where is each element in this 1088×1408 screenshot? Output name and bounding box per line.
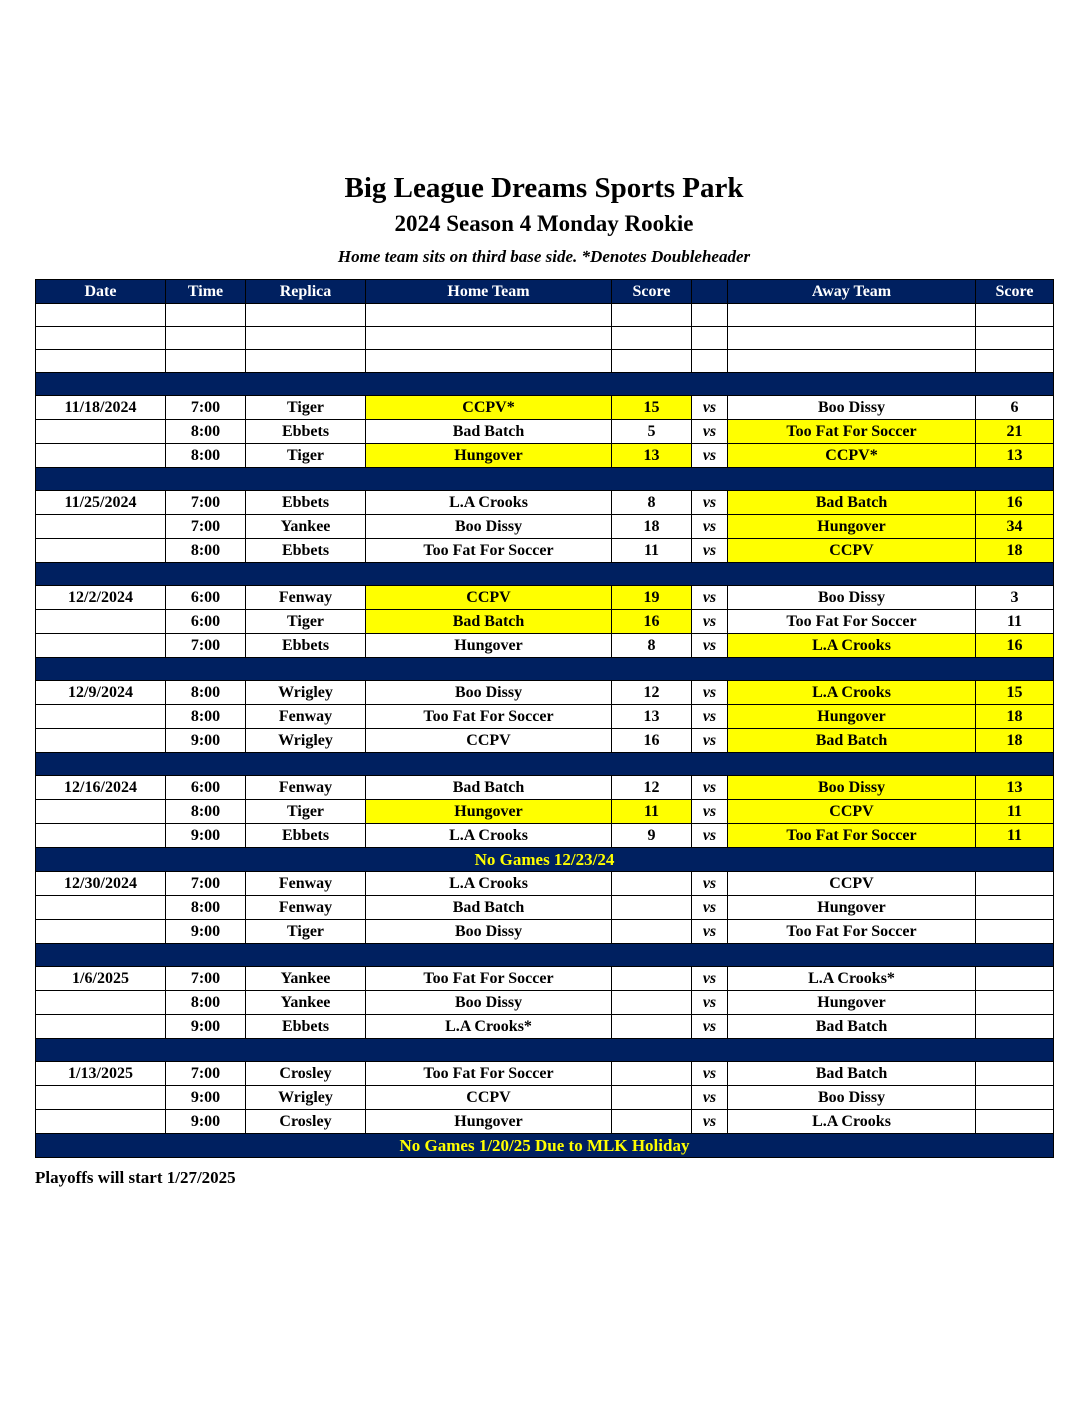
- date-cell: 12/9/2024: [36, 680, 166, 704]
- home-score-cell: 11: [612, 538, 692, 562]
- home-team-cell: Hungover: [366, 799, 612, 823]
- away-team-cell: Boo Dissy: [728, 395, 976, 419]
- home-score-cell: 8: [612, 490, 692, 514]
- date-cell: [36, 704, 166, 728]
- game-row: [36, 919, 1054, 943]
- away-team-cell: Too Fat For Soccer: [728, 419, 976, 443]
- away-team-cell: Hungover: [728, 895, 976, 919]
- vs-cell: vs: [692, 919, 728, 943]
- home-team-cell: [366, 303, 612, 326]
- separator-row: [36, 467, 1054, 490]
- home-team-cell: Boo Dissy: [366, 919, 612, 943]
- time-cell: 8:00: [166, 538, 246, 562]
- away-score-cell: 34: [976, 514, 1054, 538]
- vs-cell: vs: [692, 1085, 728, 1109]
- home-score-cell: [612, 1014, 692, 1038]
- time-cell: 8:00: [166, 680, 246, 704]
- home-score-cell: 8: [612, 633, 692, 657]
- away-team-cell: CCPV: [728, 871, 976, 895]
- home-team-cell: Hungover: [366, 1109, 612, 1133]
- vs-cell: vs: [692, 1061, 728, 1085]
- away-score-cell: 3: [976, 585, 1054, 609]
- home-score-cell: 18: [612, 514, 692, 538]
- time-cell: 9:00: [166, 1014, 246, 1038]
- home-team-cell: L.A Crooks: [366, 490, 612, 514]
- away-score-cell: 18: [976, 704, 1054, 728]
- vs-cell: vs: [692, 871, 728, 895]
- home-score-cell: [612, 966, 692, 990]
- home-team-cell: Boo Dissy: [366, 990, 612, 1014]
- away-team-cell: Hungover: [728, 514, 976, 538]
- time-cell: 7:00: [166, 490, 246, 514]
- date-cell: [36, 609, 166, 633]
- game-row: [36, 633, 1054, 657]
- away-score-cell: 13: [976, 775, 1054, 799]
- game-row: [36, 1109, 1054, 1133]
- replica-cell: Wrigley: [246, 728, 366, 752]
- home-score-cell: 12: [612, 775, 692, 799]
- no-games-row: [36, 847, 1054, 871]
- date-cell: 1/13/2025: [36, 1061, 166, 1085]
- date-cell: 1/6/2025: [36, 966, 166, 990]
- home-team-cell: CCPV: [366, 1085, 612, 1109]
- header-date: Date: [36, 279, 166, 303]
- home-team-cell: [366, 326, 612, 349]
- away-score-cell: 11: [976, 799, 1054, 823]
- home-team-note: Home team sits on third base side. *Denotes Doubleheader: [337, 246, 751, 266]
- replica-cell: Yankee: [246, 966, 366, 990]
- away-score-cell: [976, 871, 1054, 895]
- home-team-cell: Too Fat For Soccer: [366, 966, 612, 990]
- header-home-team: Home Team: [366, 279, 612, 303]
- away-team-cell: Bad Batch: [728, 1061, 976, 1085]
- time-cell: 8:00: [166, 799, 246, 823]
- vs-cell: vs: [692, 1014, 728, 1038]
- replica-cell: [246, 349, 366, 372]
- date-cell: [36, 1085, 166, 1109]
- date-cell: [36, 303, 166, 326]
- date-cell: [36, 514, 166, 538]
- time-cell: 9:00: [166, 823, 246, 847]
- date-cell: 11/25/2024: [36, 490, 166, 514]
- home-score-cell: [612, 349, 692, 372]
- vs-cell: vs: [692, 585, 728, 609]
- separator-cell: [36, 752, 1054, 775]
- home-team-cell: Too Fat For Soccer: [366, 1061, 612, 1085]
- home-team-cell: L.A Crooks: [366, 871, 612, 895]
- home-team-cell: Hungover: [366, 443, 612, 467]
- time-cell: [166, 303, 246, 326]
- schedule-body: [36, 303, 1054, 1157]
- home-score-cell: 13: [612, 704, 692, 728]
- vs-cell: vs: [692, 966, 728, 990]
- away-team-cell: Too Fat For Soccer: [728, 609, 976, 633]
- date-cell: [36, 990, 166, 1014]
- away-score-cell: [976, 895, 1054, 919]
- separator-cell: [36, 1038, 1054, 1061]
- away-score-cell: [976, 1085, 1054, 1109]
- away-score-cell: 11: [976, 609, 1054, 633]
- no-games-row: [36, 1133, 1054, 1157]
- header-away-team: Away Team: [728, 279, 976, 303]
- away-score-cell: 6: [976, 395, 1054, 419]
- away-score-cell: [976, 303, 1054, 326]
- home-team-cell: L.A Crooks*: [366, 1014, 612, 1038]
- away-team-cell: Hungover: [728, 990, 976, 1014]
- separator-row: [36, 562, 1054, 585]
- separator-row: [36, 1038, 1054, 1061]
- game-row: [36, 823, 1054, 847]
- away-team-cell: [728, 303, 976, 326]
- separator-cell: [36, 562, 1054, 585]
- date-cell: [36, 419, 166, 443]
- no-games-text: No Games 12/23/24: [36, 847, 1054, 871]
- vs-cell: vs: [692, 609, 728, 633]
- home-score-cell: [612, 1085, 692, 1109]
- away-team-cell: Too Fat For Soccer: [728, 823, 976, 847]
- replica-cell: Fenway: [246, 895, 366, 919]
- home-score-cell: 13: [612, 443, 692, 467]
- time-cell: 8:00: [166, 443, 246, 467]
- vs-cell: vs: [692, 490, 728, 514]
- date-cell: [36, 823, 166, 847]
- time-cell: 9:00: [166, 1085, 246, 1109]
- replica-cell: Tiger: [246, 799, 366, 823]
- time-cell: [166, 349, 246, 372]
- date-cell: [36, 799, 166, 823]
- header-home-score: Score: [612, 279, 692, 303]
- header-away-score: Score: [976, 279, 1054, 303]
- away-team-cell: Too Fat For Soccer: [728, 919, 976, 943]
- home-team-cell: Bad Batch: [366, 419, 612, 443]
- home-score-cell: [612, 1061, 692, 1085]
- date-cell: [36, 895, 166, 919]
- replica-cell: Wrigley: [246, 1085, 366, 1109]
- game-row: [36, 514, 1054, 538]
- game-row: [36, 799, 1054, 823]
- replica-cell: Wrigley: [246, 680, 366, 704]
- game-row: [36, 490, 1054, 514]
- away-team-cell: L.A Crooks: [728, 680, 976, 704]
- home-score-cell: 11: [612, 799, 692, 823]
- time-cell: 8:00: [166, 895, 246, 919]
- time-cell: [166, 326, 246, 349]
- away-score-cell: [976, 349, 1054, 372]
- time-cell: 7:00: [166, 966, 246, 990]
- vs-cell: vs: [692, 514, 728, 538]
- blank-row: [36, 326, 1054, 349]
- separator-row: [36, 372, 1054, 395]
- away-score-cell: 18: [976, 728, 1054, 752]
- time-cell: 9:00: [166, 728, 246, 752]
- home-score-cell: [612, 303, 692, 326]
- home-score-cell: 5: [612, 419, 692, 443]
- away-score-cell: 16: [976, 490, 1054, 514]
- home-team-cell: Boo Dissy: [366, 680, 612, 704]
- away-team-cell: CCPV*: [728, 443, 976, 467]
- game-row: [36, 871, 1054, 895]
- replica-cell: Crosley: [246, 1109, 366, 1133]
- replica-cell: [246, 326, 366, 349]
- date-cell: [36, 443, 166, 467]
- away-score-cell: 11: [976, 823, 1054, 847]
- away-score-cell: [976, 990, 1054, 1014]
- replica-cell: Fenway: [246, 871, 366, 895]
- time-cell: 7:00: [166, 871, 246, 895]
- replica-cell: Fenway: [246, 704, 366, 728]
- vs-cell: vs: [692, 990, 728, 1014]
- home-team-cell: CCPV: [366, 728, 612, 752]
- away-team-cell: CCPV: [728, 799, 976, 823]
- date-cell: [36, 349, 166, 372]
- separator-row: [36, 943, 1054, 966]
- game-row: [36, 395, 1054, 419]
- separator-cell: [36, 943, 1054, 966]
- vs-cell: [692, 303, 728, 326]
- vs-cell: vs: [692, 538, 728, 562]
- game-row: [36, 1014, 1054, 1038]
- time-cell: 7:00: [166, 514, 246, 538]
- game-row: [36, 538, 1054, 562]
- date-cell: [36, 633, 166, 657]
- vs-cell: vs: [692, 443, 728, 467]
- table-header-row: [36, 279, 1054, 303]
- home-score-cell: 15: [612, 395, 692, 419]
- header-replica: Replica: [246, 279, 366, 303]
- separator-cell: [36, 467, 1054, 490]
- replica-cell: Crosley: [246, 1061, 366, 1085]
- replica-cell: Ebbets: [246, 1014, 366, 1038]
- home-score-cell: [612, 871, 692, 895]
- time-cell: 8:00: [166, 704, 246, 728]
- away-team-cell: Bad Batch: [728, 728, 976, 752]
- home-score-cell: 12: [612, 680, 692, 704]
- game-row: [36, 990, 1054, 1014]
- date-cell: 12/2/2024: [36, 585, 166, 609]
- replica-cell: Tiger: [246, 395, 366, 419]
- date-cell: [36, 728, 166, 752]
- time-cell: 6:00: [166, 775, 246, 799]
- game-row: [36, 728, 1054, 752]
- home-score-cell: [612, 990, 692, 1014]
- away-team-cell: [728, 326, 976, 349]
- date-cell: [36, 538, 166, 562]
- separator-row: [36, 657, 1054, 680]
- away-team-cell: [728, 349, 976, 372]
- vs-cell: vs: [692, 895, 728, 919]
- game-row: [36, 419, 1054, 443]
- away-team-cell: Bad Batch: [728, 490, 976, 514]
- home-score-cell: 19: [612, 585, 692, 609]
- time-cell: 8:00: [166, 419, 246, 443]
- away-score-cell: [976, 919, 1054, 943]
- away-team-cell: L.A Crooks: [728, 1109, 976, 1133]
- away-score-cell: 15: [976, 680, 1054, 704]
- game-row: [36, 443, 1054, 467]
- date-cell: [36, 919, 166, 943]
- blank-row: [36, 349, 1054, 372]
- away-team-cell: Bad Batch: [728, 1014, 976, 1038]
- home-team-cell: Boo Dissy: [366, 514, 612, 538]
- time-cell: 9:00: [166, 919, 246, 943]
- replica-cell: Ebbets: [246, 419, 366, 443]
- home-team-cell: CCPV*: [366, 395, 612, 419]
- away-score-cell: 21: [976, 419, 1054, 443]
- game-row: [36, 966, 1054, 990]
- vs-cell: vs: [692, 419, 728, 443]
- replica-cell: Yankee: [246, 514, 366, 538]
- away-score-cell: 16: [976, 633, 1054, 657]
- time-cell: 9:00: [166, 1109, 246, 1133]
- away-score-cell: 13: [976, 443, 1054, 467]
- date-cell: [36, 1014, 166, 1038]
- vs-cell: vs: [692, 1109, 728, 1133]
- home-score-cell: [612, 326, 692, 349]
- replica-cell: Ebbets: [246, 633, 366, 657]
- replica-cell: [246, 303, 366, 326]
- home-team-cell: Too Fat For Soccer: [366, 538, 612, 562]
- home-team-cell: Hungover: [366, 633, 612, 657]
- header-time: Time: [166, 279, 246, 303]
- page-subtitle: 2024 Season 4 Monday Rookie: [394, 211, 694, 237]
- away-team-cell: Boo Dissy: [728, 775, 976, 799]
- blank-row: [36, 303, 1054, 326]
- away-score-cell: 18: [976, 538, 1054, 562]
- time-cell: 8:00: [166, 990, 246, 1014]
- away-team-cell: L.A Crooks: [728, 633, 976, 657]
- away-score-cell: [976, 326, 1054, 349]
- time-cell: 7:00: [166, 633, 246, 657]
- away-team-cell: L.A Crooks*: [728, 966, 976, 990]
- header-vs-spacer: [692, 279, 728, 303]
- separator-row: [36, 752, 1054, 775]
- playoffs-note: Playoffs will start 1/27/2025: [35, 1167, 236, 1187]
- replica-cell: Tiger: [246, 609, 366, 633]
- vs-cell: vs: [692, 823, 728, 847]
- date-cell: [36, 1109, 166, 1133]
- time-cell: 6:00: [166, 585, 246, 609]
- replica-cell: Tiger: [246, 443, 366, 467]
- replica-cell: Fenway: [246, 775, 366, 799]
- home-team-cell: L.A Crooks: [366, 823, 612, 847]
- vs-cell: [692, 326, 728, 349]
- game-row: [36, 775, 1054, 799]
- away-team-cell: Boo Dissy: [728, 585, 976, 609]
- game-row: [36, 1061, 1054, 1085]
- replica-cell: Ebbets: [246, 823, 366, 847]
- date-cell: 12/30/2024: [36, 871, 166, 895]
- away-team-cell: Hungover: [728, 704, 976, 728]
- vs-cell: vs: [692, 775, 728, 799]
- home-team-cell: Bad Batch: [366, 895, 612, 919]
- time-cell: 7:00: [166, 395, 246, 419]
- home-team-cell: Bad Batch: [366, 609, 612, 633]
- game-row: [36, 895, 1054, 919]
- away-score-cell: [976, 1109, 1054, 1133]
- vs-cell: vs: [692, 799, 728, 823]
- replica-cell: Ebbets: [246, 490, 366, 514]
- no-games-text: No Games 1/20/25 Due to MLK Holiday: [36, 1133, 1054, 1157]
- separator-cell: [36, 372, 1054, 395]
- replica-cell: Yankee: [246, 990, 366, 1014]
- game-row: [36, 1085, 1054, 1109]
- away-team-cell: CCPV: [728, 538, 976, 562]
- game-row: [36, 609, 1054, 633]
- home-score-cell: [612, 1109, 692, 1133]
- away-score-cell: [976, 966, 1054, 990]
- replica-cell: Fenway: [246, 585, 366, 609]
- home-score-cell: 16: [612, 609, 692, 633]
- home-score-cell: 16: [612, 728, 692, 752]
- home-team-cell: Bad Batch: [366, 775, 612, 799]
- replica-cell: Ebbets: [246, 538, 366, 562]
- vs-cell: vs: [692, 680, 728, 704]
- replica-cell: Tiger: [246, 919, 366, 943]
- time-cell: 7:00: [166, 1061, 246, 1085]
- date-cell: 12/16/2024: [36, 775, 166, 799]
- game-row: [36, 680, 1054, 704]
- vs-cell: vs: [692, 633, 728, 657]
- home-score-cell: [612, 919, 692, 943]
- date-cell: [36, 326, 166, 349]
- away-score-cell: [976, 1061, 1054, 1085]
- home-team-cell: Too Fat For Soccer: [366, 704, 612, 728]
- away-score-cell: [976, 1014, 1054, 1038]
- game-row: [36, 704, 1054, 728]
- schedule-table: [35, 279, 1054, 1158]
- home-team-cell: [366, 349, 612, 372]
- vs-cell: vs: [692, 704, 728, 728]
- home-team-cell: CCPV: [366, 585, 612, 609]
- date-cell: 11/18/2024: [36, 395, 166, 419]
- page-title: Big League Dreams Sports Park: [344, 172, 744, 204]
- away-team-cell: Boo Dissy: [728, 1085, 976, 1109]
- separator-cell: [36, 657, 1054, 680]
- home-score-cell: [612, 895, 692, 919]
- time-cell: 6:00: [166, 609, 246, 633]
- game-row: [36, 585, 1054, 609]
- vs-cell: [692, 349, 728, 372]
- vs-cell: vs: [692, 395, 728, 419]
- vs-cell: vs: [692, 728, 728, 752]
- home-score-cell: 9: [612, 823, 692, 847]
